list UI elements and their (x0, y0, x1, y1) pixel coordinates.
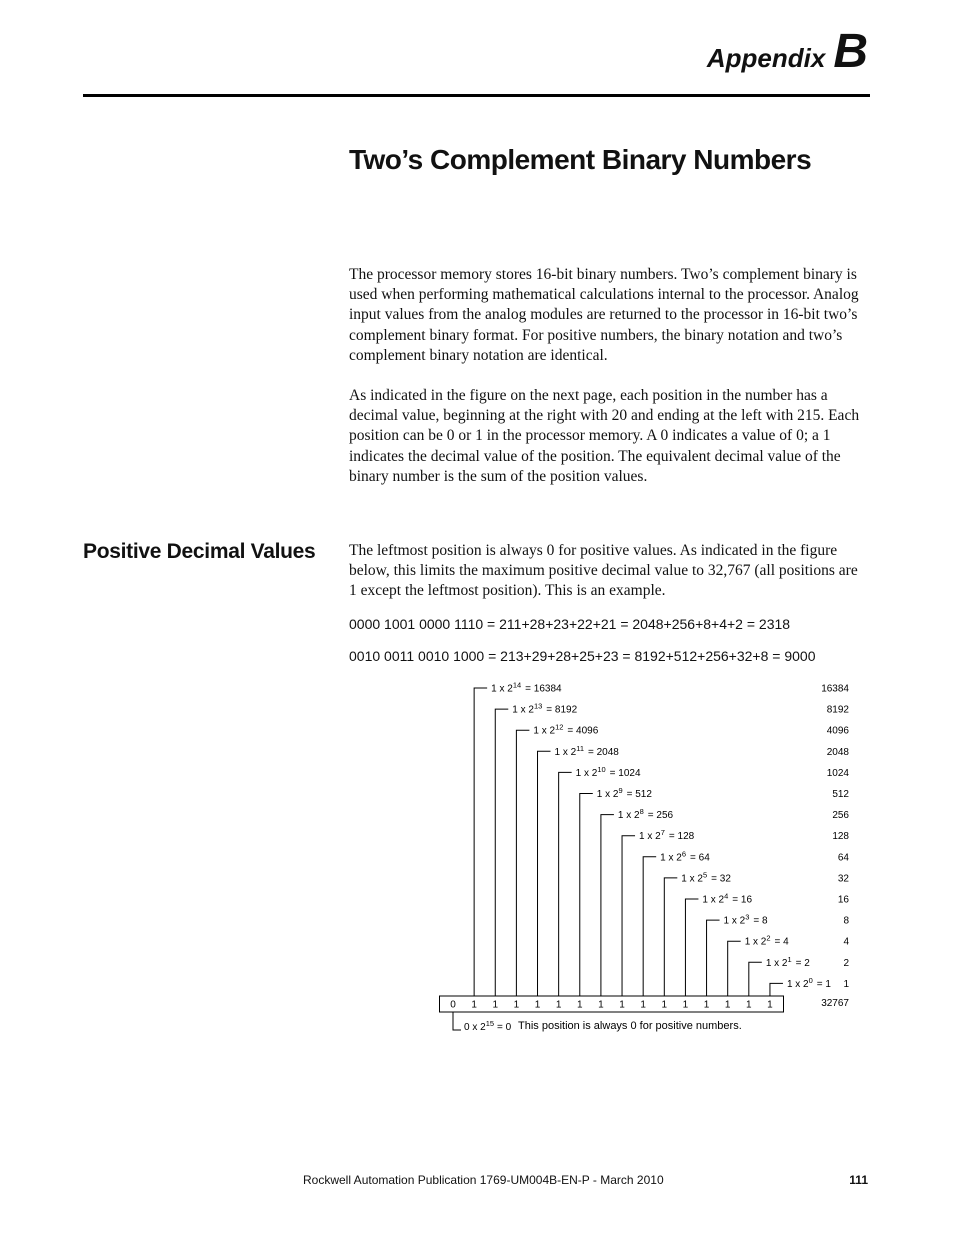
bit-leader-line (495, 709, 508, 996)
sign-weight-label: 0 x $2^{15} = 0$ (464, 1019, 512, 1033)
bit-leader-line (538, 751, 551, 996)
section-paragraph: The leftmost position is always 0 for positive values. As indicated in the figure below, this limits the maximum positive decimal value to 32,767 (all positions are 1 except the leftmost position). This is an example. (349, 542, 858, 600)
footer-publication: Rockwell Automation Publication 1769-UM004B-EN-P - March 2010 (303, 1173, 664, 1187)
position-value: 1024 (826, 767, 849, 779)
bit-weight-label: 1 x $2^1 = 2$ (765, 954, 810, 969)
bit-leader-line (749, 962, 762, 996)
bit-weight-label: 1 x $2^5 = 32$ (681, 870, 731, 885)
page-title: Two’s Complement Binary Numbers (349, 144, 812, 175)
position-value: 1 (843, 978, 849, 990)
bit-digit: 1 (471, 999, 477, 1011)
bit-digit: 1 (619, 999, 625, 1011)
bit-leader-line (707, 920, 720, 996)
bit-weight-label: 1 x $2^{10} = 1024$ (575, 764, 641, 779)
bit-leader-line (601, 815, 614, 996)
bit-weight-label: 1 x $2^{13} = 8192$ (512, 701, 578, 716)
bit-digit: 1 (492, 999, 499, 1011)
bit-leader-line (622, 836, 635, 996)
appendix-letter: B (833, 25, 868, 78)
sign-leader-line (453, 1012, 461, 1030)
bit-digit: 1 (555, 999, 562, 1011)
bit-leader-line (643, 857, 656, 996)
example-2: 0010 0011 0010 1000 = 213+29+28+25+23 = 8192+512+256+32+8 = 9000 (349, 648, 816, 664)
bit-digit: 1 (576, 999, 583, 1011)
bit-leader-line (664, 878, 677, 996)
sign-note: This position is always 0 for positive numbers. (518, 1020, 742, 1032)
bit-digit: 0 (450, 999, 456, 1011)
bit-digit: 1 (724, 999, 731, 1011)
bit-weight-label: 1 x $2^2 = 4$ (744, 933, 789, 948)
position-value: 8192 (826, 704, 849, 716)
bit-weight-label: 1 x $2^0 = 1$ (786, 975, 831, 990)
bit-weight-label: 1 x $2^4 = 16$ (702, 891, 753, 906)
bit-register-box (440, 996, 784, 1012)
bit-digit: 1 (513, 999, 520, 1011)
bit-leader-line (559, 772, 572, 996)
bit-weight-label: 1 x $2^7 = 128$ (639, 828, 695, 843)
appendix-word: Appendix (706, 43, 826, 73)
section-heading: Positive Decimal Values (83, 540, 316, 563)
position-value: 4 (843, 936, 849, 948)
bit-leader-line (770, 983, 783, 996)
bit-weight-label: 1 x $2^3 = 8$ (723, 912, 768, 927)
bit-weight-label: 1 x $2^{12} = 4096$ (533, 722, 599, 737)
bit-leader-line (580, 794, 593, 997)
bit-digit: 1 (598, 999, 604, 1011)
position-value: 64 (837, 852, 849, 864)
bit-digit: 1 (767, 999, 773, 1011)
bit-digit: 1 (640, 999, 646, 1011)
bit-digit: 1 (682, 999, 689, 1011)
position-value: 4096 (826, 725, 849, 737)
bit-leader-line (685, 899, 698, 996)
bit-weight-label: 1 x $2^{11} = 2048$ (554, 743, 619, 758)
bit-leader-line (516, 730, 529, 996)
position-value: 16 (837, 894, 849, 906)
bit-weight-label: 1 x $2^{14} = 16384$ (491, 680, 562, 695)
page-footer (0, 1173, 954, 1193)
bit-digit: 1 (534, 999, 541, 1011)
position-value: 512 (832, 789, 849, 800)
bit-digit: 1 (661, 999, 668, 1011)
bit-leader-line (728, 941, 741, 996)
bit-weight-label: 1 x $2^8 = 256$ (617, 807, 674, 822)
position-value: 2 (843, 957, 849, 969)
intro-paragraph-1: The processor memory stores 16-bit binary numbers. Two’s complement binary is used when performing mathematical calculations internal to the processor. Analog input values from the analog modules are returned to the processor in 16-bit two’s complement binary format. For positive numbers, the binary notation and two’s complement binary notation are identical. (349, 266, 859, 364)
intro-paragraph-2: As indicated in the figure on the next page, each position in the number has a decimal value, beginning at the right with 20 and ending at the left with 215. Each position can be 0 or 1 in the processor memory. A 0 indicates a value of 0; a 1 indicates the decimal value of the position. The equivalent decimal value of the binary number is the sum of the position values. (349, 387, 860, 485)
position-value: 2048 (826, 746, 849, 758)
position-value: 32 (837, 873, 849, 885)
position-value: 8 (843, 915, 849, 927)
bit-weight-label: 1 x $2^6 = 64$ (660, 849, 710, 864)
bit-digit: 1 (746, 999, 752, 1011)
position-value: 16384 (821, 683, 849, 695)
position-value: 128 (832, 831, 849, 843)
example-1: 0000 1001 0000 1110 = 211+28+23+22+21 = 2048+256+8+4+2 = 2318 (349, 616, 791, 632)
position-value: 256 (832, 810, 849, 822)
bit-digit: 1 (703, 999, 710, 1011)
bit-leader-line (474, 688, 487, 996)
page-number: 111 (849, 1173, 868, 1187)
bit-weight-label: 1 x $2^9 = 512$ (596, 786, 652, 800)
total-value: 32767 (821, 998, 849, 1009)
